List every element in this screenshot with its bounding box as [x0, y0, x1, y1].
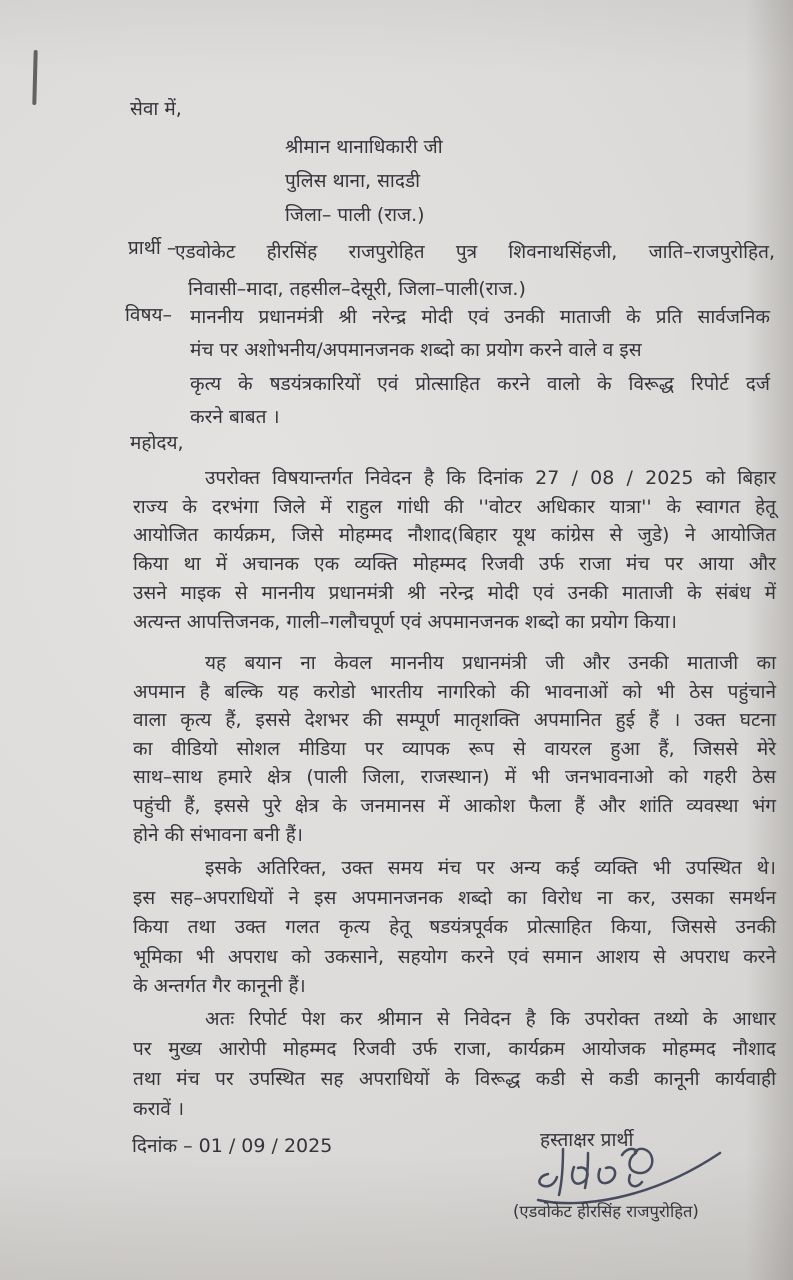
- paragraph-line: अपमान है बल्कि यह करोडो भारतीय नागरिको की भावनाओं को भी ठेस पहुंचाने: [133, 680, 776, 703]
- salutation: सेवा में,: [130, 98, 182, 120]
- paragraph-line: के अन्तर्गत गैर कानूनी हैं।: [133, 975, 306, 997]
- body-paragraph-1: [133, 464, 776, 636]
- applicant-label: प्रार्थी –: [128, 237, 177, 259]
- paragraph-line: अतः रिपोर्ट पेश कर श्रीमान से निवेदन है कि उपरोक्त तथ्यो के आधार: [205, 1008, 776, 1030]
- subject-line: करने बाबत ।: [190, 406, 280, 429]
- body-paragraph-2: [133, 649, 776, 849]
- paragraph-line: किया था में अचानक एक व्यक्ति मोहम्मद रिजवी उर्फ राजा मंच पर आया और: [133, 553, 776, 576]
- applicant-block: [175, 234, 775, 308]
- recipient-line: श्रीमान थानाधिकारी जी: [285, 136, 443, 158]
- paragraph-line: उपरोक्त विषयान्तर्गत निवेदन है कि दिनांक 27 / 08 / 2025 को बिहार: [205, 467, 776, 489]
- paragraph-line: का वीडियो सोशल मीडिया पर व्यापक रूप से वायरल हुआ हैं, जिससे मेरे: [133, 737, 776, 760]
- paragraph-line: उसने माइक से माननीय प्रधानमंत्री श्री नरेन्द्र मोदी एवं उनकी माताजी के संबंध में: [133, 581, 776, 604]
- paragraph-line: वाला कृत्य हैं, इससे देशभर की सम्पूर्ण मातृशक्ति अपमानित हुई हैं । उक्त घटना: [133, 709, 776, 732]
- greeting: महोदय,: [130, 432, 184, 454]
- signature-name: (एडवोकेट हीरसिंह राजपुरोहित): [513, 1202, 699, 1221]
- paragraph-line: पहुंची हैं, इससे पुरे क्षेत्र के जनमानस में आकोश फैला हैं और शांति व्यवस्था भंग: [133, 794, 776, 817]
- paragraph-line: अत्यन्त आपत्तिजनक, गाली–गलौचपूर्ण एवं अपमानजनक शब्दो का प्रयोग किया।: [133, 610, 677, 633]
- paragraph-line: करावें ।: [133, 1098, 185, 1120]
- subject-line: माननीय प्रधानमंत्री श्री नरेन्द्र मोदी एवं उनकी माताजी के प्रति सार्वजनिक: [190, 306, 770, 328]
- recipient-line: पुलिस थाना, सादडी: [285, 170, 421, 192]
- applicant-line: एडवोकेट हीरसिंह राजपुरोहित पुत्र शिवनाथसिंहजी, जाति–राजपुरोहित,: [175, 241, 775, 263]
- body-paragraph-4: [133, 1004, 776, 1124]
- paragraph-line: आयोजित कार्यक्रम, जिसे मोहम्मद नौशाद(बिहार यूथ कांग्रेस से जुडे) ने आयोजित: [133, 524, 776, 547]
- date-line: दिनांक – 01 / 09 / 2025: [132, 1135, 333, 1157]
- paragraph-line: पर मुख्य आरोपी मोहम्मद रिजवी उर्फ राजा, कार्यक्रम आयोजक मोहम्मद नौशाद: [133, 1038, 776, 1060]
- paragraph-line: होने की संभावना बनी हैं।: [133, 823, 303, 846]
- paragraph-line: यह बयान ना केवल माननीय प्रधानमंत्री जी और उनकी माताजी का: [205, 652, 776, 674]
- paragraph-line: इस सह–अपराधियों ने इस अपमानजनक शब्दो का विरोध ना कर, उसका समर्थन: [133, 886, 776, 909]
- signature-scribble: [532, 1142, 727, 1206]
- subject-line: कृत्य के षडयंत्रकारियों एवं प्रोत्साहित करने वालो के विरूद्ध रिपोर्ट दर्ज: [190, 372, 770, 395]
- paragraph-line: तथा मंच पर उपस्थित सह अपराधियों के विरूद्ध कडी से कडी कानूनी कार्यवाही: [133, 1068, 776, 1090]
- paragraph-line: राज्य के दरभंगा जिले में राहुल गांधी की ''वोटर अधिकार यात्रा'' के स्वागत हेतू: [133, 495, 776, 518]
- recipient-block: [285, 130, 443, 232]
- signature-caption: हस्ताक्षर प्रार्थी: [540, 1129, 634, 1151]
- pen-mark: [32, 50, 37, 105]
- applicant-line: निवासी–मादा, तहसील–देसूरी, जिला–पाली(राज.): [188, 278, 526, 300]
- subject-line: मंच पर अशोभनीय/अपमानजनक शब्दो का प्रयोग करने वाले व इस: [190, 339, 642, 362]
- subject-label: विषय–: [125, 304, 172, 326]
- paragraph-line: साथ–साथ हमारे क्षेत्र (पाली जिला, राजस्थान) में भी जनभावनाओ को गहरी ठेस: [133, 766, 776, 789]
- paragraph-line: किया तथा उक्त गलत कृत्य हेतू षडयंत्रपूर्वक प्रोत्साहित किया, जिससे उनकी: [133, 916, 776, 938]
- body-paragraph-3: [133, 854, 776, 1002]
- recipient-line: जिला– पाली (राज.): [285, 204, 425, 226]
- paragraph-line: इसके अतिरिक्त, उक्त समय मंच पर अन्य कई व्यक्ति भी उपस्थित थे।: [205, 857, 776, 879]
- paragraph-line: भूमिका भी अपराध को उकसाने, सहयोग करने एवं समान आशय से अपराध करने: [133, 945, 776, 968]
- subject-block: [190, 301, 770, 435]
